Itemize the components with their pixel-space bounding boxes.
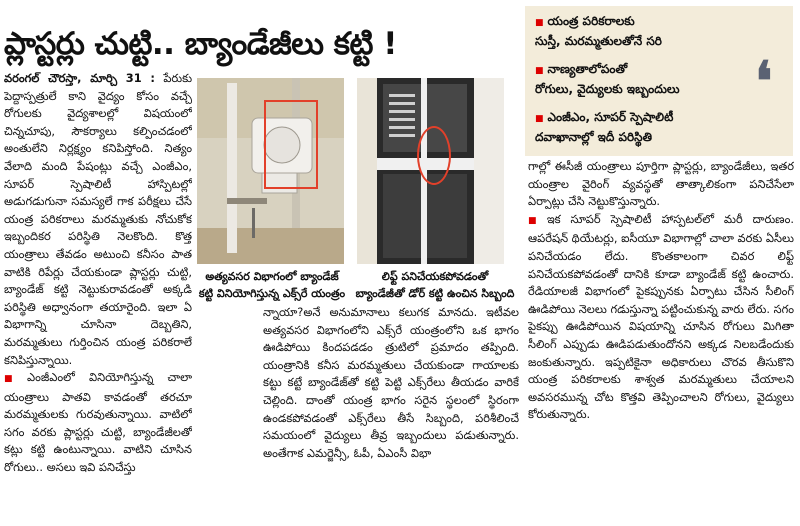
pull-quote-line: ఎంజీఎం, సూపర్ స్పెషాలిటీ <box>547 110 674 124</box>
paragraph: గాల్లో ఈసీజీ యంత్రాలు పూర్తిగా ప్లాస్టర్లు, బ్యాండేజీలు, ఇతర యంత్రాల వైరింగ్ వ్యవస్థతో తాత్కాలికంగా పనిచేసేలా ఏర్పాట్లు చేసి నెట్టుకొస్తున్నారు. <box>528 159 794 209</box>
pull-quote-box <box>525 6 793 156</box>
bullet-icon: ■ <box>528 215 543 226</box>
quote-mark-icon: ❛ <box>755 49 773 113</box>
pull-quote-line: రోగులు, వైద్యులకు ఇబ్బందులు <box>535 82 680 96</box>
highlight-circle <box>417 126 451 185</box>
lift-door-photo <box>357 78 504 264</box>
photo-caption-left <box>192 268 352 302</box>
pull-quote-item <box>535 60 680 98</box>
article-column-2 <box>263 304 519 522</box>
pull-quote-line: సుస్తీ, మరమ్మతులతోనే సరి <box>535 34 662 48</box>
pull-quote-item <box>535 12 662 50</box>
paragraph: ఇక సూపర్ స్పెషాలిటీ హాస్పటల్‌లో మరీ దారుణం. ఆపరేషన్ థియేటర్లు, ఐసీయూ విభాగాల్లో చాలా వరకు ఏసీలు పనిచేయడం లేదు. కొంతకాలంగా చివర లిఫ్ట్ పనిచేయకపోవడంతో దానికి కూడా బ్యాండేజ్ కట్టి ఉంచారు. రేడియాలజీ విభాగంలో పైకప్పునకు ఏర్పాటు చేసిన సీలింగ్ ఊడిపోయి నెలలు గడుస్తున్నా పట్టించుకున్న వారు లేరు. సగం పైకప్పు ఊడిపోయిన విషయాన్ని చూసిన రోగులు మిగితా సీలింగ్ ఎప్పుడు ఊడిపడుతుందోనని అక్కడ నిలబడేందుకు జంకుతున్నారు. ఇప్పటికైనా అధికారులు చొరవ తీసుకొని యంత్ర పరికరాలకు శాశ్వత మరమ్మతులు చేయాలని అవసరమున్న చోట కొత్తవి తెప్పించాలని రోగులు, వైద్యులు కోరుతున్నారు. <box>528 211 794 422</box>
bullet-icon: ■ <box>535 66 544 76</box>
article-column-3 <box>528 158 794 522</box>
photo-caption-right <box>355 268 515 302</box>
pull-quote-line: యంత్ర పరికరాలకు <box>547 14 635 28</box>
caption-line: కట్టి వినియోగిస్తున్న ఎక్స్‌రే యంత్రం <box>198 287 346 300</box>
paragraph: న్నాయా?అనే అనుమానాలు కలుగక మానదు. ఇటీవల అత్యవసర విభాగంలోని ఎక్స్‌రే యంత్రంలోని ఒక భాగం ఊడిపోయి కిందపడడం త్రుటిలో ప్రమాదం తప్పింది. యంత్రానికి కనీస మరమ్మతులు చేయకుండా గాయాలకు కట్టు కట్టే బ్యాండేజ్‌తో కట్టి పెట్టి ఎక్స్‌రేలు తీయడం వారికే చెల్లింది. దాంతో యంత్ర భాగం సరైన స్థలంలో స్థిరంగా ఉండకపోవడంతో ఎక్స్‌రేలు తీసే సిబ్బంది, పరిశీలించే సమయంలో వైద్యులు తీవ్ర ఇబ్బందులు పడుతున్నారు. అంతేగాక ఎమర్జెన్సీ, ఓపీ, ఏఎంసీ విభా <box>263 305 519 460</box>
pull-quote-line: నాణ్యతాలోపంతో <box>547 62 628 76</box>
bullet-icon: ■ <box>535 114 544 124</box>
headline: ప్లాస్టర్లు చుట్టి.. బ్యాండేజీలు కట్టి ! <box>4 26 397 62</box>
bullet-icon: ■ <box>535 18 544 28</box>
caption-line: బ్యాండేజీతో డోర్ కట్టి ఉంచిన సిబ్బంది <box>355 287 515 300</box>
caption-line: అత్యవసర విభాగంలో బ్యాండేజ్ <box>205 270 339 283</box>
dateline: వరంగల్ చౌరస్తా, మార్చి 31 : <box>4 71 155 85</box>
pull-quote-line: దవాఖానాల్లో ఇదీ పరిస్థితి <box>535 130 652 144</box>
paragraph: పేరుకు పెద్దాస్పత్రులే కాని వైద్యం కోసం వచ్చే రోగులకు వైద్యశాలల్లో విషయంలో చిన్నచూపు, సౌకర్యాలు కల్పించడంలో అంతులేని నిర్లక్ష్యం కనిపిస్తోంది. నిత్యం వేలాది మంది పేషంట్లు వచ్చే ఎంజీఎం, సూపర్ స్పెషాలిటీ హాస్పిటల్లో అడుగడుగునా సమస్యలే గాక పరీక్షలు చేసే యంత్ర పరికరాలు మరమ్మతుకు నోచుకోక ఇబ్బందికర పరిస్థితి నెలకొంది. కొత్త యంత్రాలు తేవడం అటుంచి కనీసం పాత వాటికి రిపేర్లు చేయకుండా ప్లాస్టర్లు చుట్టి, బ్యాండేజ్ కట్టి నెట్టుకురావడంతో అక్కడి పరిస్థితి అధ్వానంగా తయారైంది. ఇలా ఏ విభాగాన్ని చూసినా దెబ్బతిని, మరమ్మతులు గుర్తించిన యంత్ర పరికరాలే కనిపిస్తున్నాయి. <box>4 71 192 367</box>
bullet-icon: ■ <box>4 374 24 385</box>
caption-line: లిఫ్ట్ పనిచేయకపోవడంతో <box>381 270 489 283</box>
article-column-1 <box>4 70 192 522</box>
xray-machine-photo <box>197 78 344 264</box>
paragraph: ఎంజీఎంలో వినియోగిస్తున్న చాలా యంత్రాలు పాతవి కావడంతో తరచూ మరమ్మతులకు గురవుతున్నాయి. వాటిలో సగం వరకు ప్లాస్టర్లు చుట్టి, బ్యాండేజీలతో కట్లు కట్టి ఉంటున్నాయి. వాటిని చూసిన రోగులు.. అసలు ఇవి పనిచేస్తు <box>4 370 192 475</box>
highlight-box <box>264 100 318 189</box>
pull-quote-item <box>535 108 673 146</box>
